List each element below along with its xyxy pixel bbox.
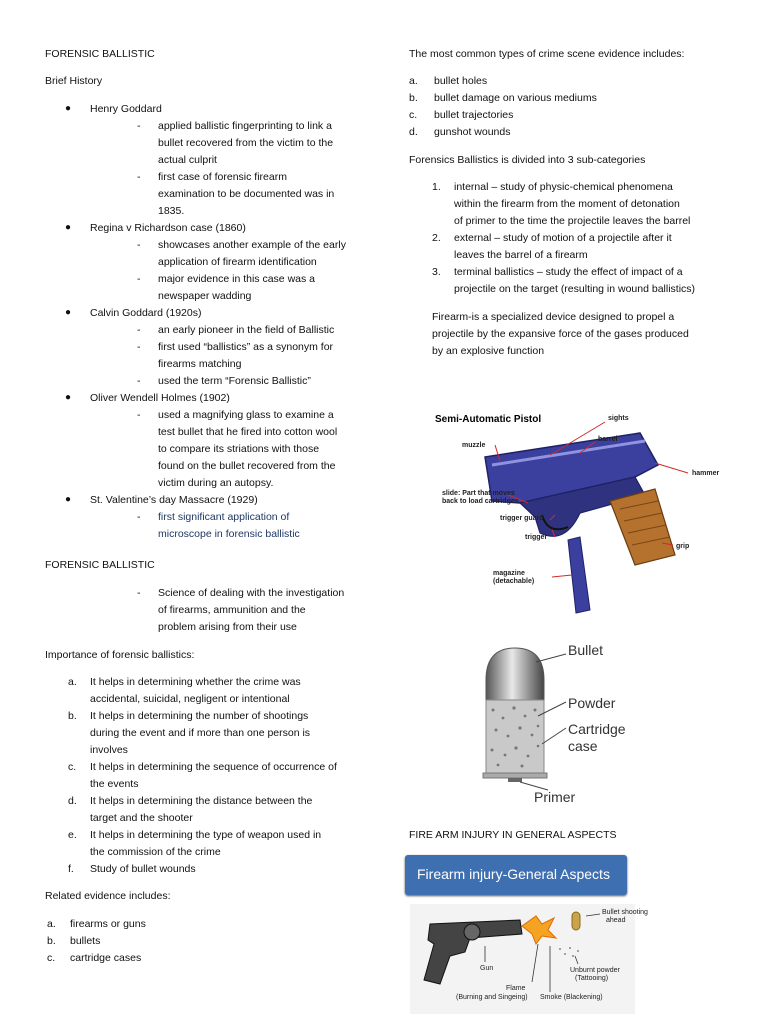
label-gun: Gun bbox=[480, 965, 494, 972]
importance-label: b. bbox=[68, 710, 77, 722]
label-bullet-shooting-2: ahead bbox=[606, 917, 626, 924]
bullet-point: ● bbox=[65, 392, 72, 403]
related-label: c. bbox=[47, 952, 56, 964]
dash-marker: - bbox=[137, 511, 141, 523]
pistol-title: Semi-Automatic Pistol bbox=[435, 414, 542, 425]
dash-marker: - bbox=[137, 375, 141, 387]
subcat-line: of primer to the time the projectile leaves the barrel bbox=[454, 215, 691, 227]
evidence-label: a. bbox=[409, 75, 418, 87]
history-detail-line: applied ballistic fingerprinting to link a bbox=[158, 120, 332, 132]
subcat-line: leaves the barrel of a firearm bbox=[454, 249, 588, 261]
history-detail-line: major evidence in this case was a bbox=[158, 273, 315, 285]
history-name: Oliver Wendell Holmes (1902) bbox=[90, 392, 230, 404]
label-unburnt-2: (Tattooing) bbox=[575, 975, 609, 982]
history-detail-line: 1835. bbox=[158, 205, 185, 217]
importance-line: It helps in determining whether the crime was bbox=[90, 676, 301, 688]
history-detail-line: application of firearm identification bbox=[158, 256, 317, 268]
history-detail-line: used the term “Forensic Ballistic” bbox=[158, 375, 311, 387]
history-detail-line: microscope in forensic ballistic bbox=[158, 528, 300, 540]
history-detail-line: showcases another example of the early bbox=[158, 239, 346, 251]
importance-label: f. bbox=[68, 863, 74, 875]
importance-heading: Importance of forensic ballistics: bbox=[45, 649, 195, 661]
label-primer: Primer bbox=[534, 789, 576, 805]
history-detail-line: newspaper wadding bbox=[158, 290, 252, 302]
importance-line: accidental, suicidal, negligent or intentional bbox=[90, 693, 290, 705]
history-detail-line: an early pioneer in the field of Ballistic bbox=[158, 324, 335, 336]
history-name: St. Valentine’s day Massacre (1929) bbox=[90, 494, 258, 506]
related-label: a. bbox=[47, 918, 56, 930]
history-name: Regina v Richardson case (1860) bbox=[90, 222, 246, 234]
injury-banner-text: Firearm injury-General Aspects bbox=[417, 866, 610, 882]
importance-label: a. bbox=[68, 676, 77, 688]
history-detail-line: victim during an autopsy. bbox=[158, 477, 274, 489]
history-detail-line: found on the bullet recovered from the bbox=[158, 460, 336, 472]
importance-label: c. bbox=[68, 761, 77, 773]
history-detail-line: bullet recovered from the victim to the bbox=[158, 137, 334, 149]
dash-marker: - bbox=[137, 341, 141, 353]
importance-label: e. bbox=[68, 829, 77, 841]
bullet-point: ● bbox=[65, 103, 72, 114]
history-name: Calvin Goddard (1920s) bbox=[90, 307, 202, 319]
firearm-def-line: Firearm-is a specialized device designed to propel a bbox=[432, 311, 675, 323]
label-flame: Flame bbox=[506, 985, 526, 992]
evidence-item: gunshot wounds bbox=[434, 126, 511, 138]
history-detail-line: used a magnifying glass to examine a bbox=[158, 409, 334, 421]
subcat-label: 3. bbox=[432, 266, 441, 278]
related-item: cartridge cases bbox=[70, 952, 142, 964]
label-bullet: Bullet bbox=[568, 642, 604, 658]
definition-line: of firearms, ammunition and the bbox=[158, 604, 306, 616]
importance-line: involves bbox=[90, 744, 128, 756]
injury-heading: FIRE ARM INJURY IN GENERAL ASPECTS bbox=[409, 829, 617, 841]
related-label: b. bbox=[47, 935, 56, 947]
label-powder: Powder bbox=[568, 695, 616, 711]
dash-marker: - bbox=[137, 587, 141, 599]
label-magazine-1: magazine bbox=[493, 570, 525, 577]
importance-line: It helps in determining the number of shootings bbox=[90, 710, 309, 722]
section2-title: FORENSIC BALLISTIC bbox=[45, 559, 155, 571]
evidence-item: bullet trajectories bbox=[434, 109, 514, 121]
label-muzzle: muzzle bbox=[462, 442, 486, 449]
label-hammer: hammer bbox=[692, 470, 720, 477]
dash-marker: - bbox=[137, 120, 141, 132]
case-rim bbox=[483, 773, 547, 778]
injury-diagram bbox=[410, 904, 648, 1014]
label-barrel: barrel bbox=[598, 436, 618, 443]
label-magazine-2: (detachable) bbox=[493, 578, 535, 585]
subcat-line: projectile on the target (resulting in wound ballistics) bbox=[454, 283, 696, 295]
subcat-label: 1. bbox=[432, 181, 441, 193]
importance-line: the commission of the crime bbox=[90, 846, 221, 858]
brief-history-heading: Brief History bbox=[45, 75, 103, 87]
bullet-point: ● bbox=[65, 494, 72, 505]
label-sights: sights bbox=[608, 415, 629, 422]
importance-line: It helps in determining the type of weapon used in bbox=[90, 829, 322, 841]
revolver-cylinder bbox=[464, 924, 480, 940]
evidence-label: b. bbox=[409, 92, 418, 104]
importance-line: It helps in determining the distance between the bbox=[90, 795, 313, 807]
doc-title: FORENSIC BALLISTIC bbox=[45, 48, 155, 60]
evidence-label: c. bbox=[409, 109, 418, 121]
label-unburnt-1: Unburnt powder bbox=[570, 967, 620, 974]
importance-line: the events bbox=[90, 778, 139, 790]
injury-banner bbox=[405, 855, 627, 895]
related-heading: Related evidence includes: bbox=[45, 890, 171, 902]
history-detail-line: first used “ballistics” as a synonym for bbox=[158, 341, 334, 353]
evidence-heading: The most common types of crime scene evidence includes: bbox=[409, 48, 685, 60]
history-detail-line: examination to be documented was in bbox=[158, 188, 335, 200]
history-detail-line: test bullet that he fired into cotton wool bbox=[158, 426, 338, 438]
history-name: Henry Goddard bbox=[90, 103, 162, 115]
subcat-line: terminal ballistics – study the effect of impact of a bbox=[454, 266, 683, 278]
subcat-line: external – study of motion of a projectile after it bbox=[454, 232, 672, 244]
dash-marker: - bbox=[137, 324, 141, 336]
history-detail-line: firearms matching bbox=[158, 358, 242, 370]
cartridge-diagram bbox=[478, 640, 668, 810]
history-detail-line: actual culprit bbox=[158, 154, 217, 166]
definition-line: problem arising from their use bbox=[158, 621, 297, 633]
label-trigger-guard: trigger guard bbox=[500, 515, 544, 522]
subcat-line: internal – study of physic-chemical phenomena bbox=[454, 181, 673, 193]
subcat-line: within the firearm from the moment of detonation bbox=[454, 198, 680, 210]
dash-marker: - bbox=[137, 409, 141, 421]
primer-shape bbox=[508, 778, 522, 782]
history-detail-line: first case of forensic firearm bbox=[158, 171, 287, 183]
history-detail-line: to compare its striations with those bbox=[158, 443, 320, 455]
label-grip: grip bbox=[676, 543, 690, 550]
label-trigger: trigger bbox=[525, 534, 548, 541]
related-item: firearms or guns bbox=[70, 918, 146, 930]
evidence-item: bullet damage on various mediums bbox=[434, 92, 597, 104]
label-bullet-shooting-1: Bullet shooting bbox=[602, 909, 648, 916]
bullet-shape bbox=[486, 648, 544, 700]
related-item: bullets bbox=[70, 935, 101, 947]
evidence-label: d. bbox=[409, 126, 418, 138]
importance-label: d. bbox=[68, 795, 77, 807]
pistol-diagram bbox=[430, 405, 730, 620]
label-burning: (Burning and Singeing) bbox=[456, 994, 528, 1001]
importance-line: Study of bullet wounds bbox=[90, 863, 196, 875]
dash-marker: - bbox=[137, 239, 141, 251]
firearm-def-line: by an explosive function bbox=[432, 345, 545, 357]
history-detail-line: first significant application of bbox=[158, 511, 290, 523]
bullet-shape-small bbox=[572, 912, 580, 930]
subcat-heading: Forensics Ballistics is divided into 3 sub-categories bbox=[409, 154, 646, 166]
dash-marker: - bbox=[137, 171, 141, 183]
label-smoke: Smoke (Blackening) bbox=[540, 994, 603, 1001]
bullet-point: ● bbox=[65, 307, 72, 318]
definition-line: Science of dealing with the investigation bbox=[158, 587, 345, 599]
importance-line: It helps in determining the sequence of occurrence of bbox=[90, 761, 337, 773]
label-slide-1: slide: Part that moves bbox=[442, 490, 515, 497]
firearm-def-line: projectile by the expansive force of the gases produced bbox=[432, 328, 689, 340]
importance-line: during the event and if more than one person is bbox=[90, 727, 311, 739]
label-case-1: Cartridge bbox=[568, 721, 626, 737]
dash-marker: - bbox=[137, 273, 141, 285]
label-case-2: case bbox=[568, 738, 598, 754]
label-slide-2: back to load cartridges bbox=[442, 498, 519, 505]
evidence-item: bullet holes bbox=[434, 75, 488, 87]
bullet-point: ● bbox=[65, 222, 72, 233]
importance-line: target and the shooter bbox=[90, 812, 193, 824]
subcat-label: 2. bbox=[432, 232, 441, 244]
